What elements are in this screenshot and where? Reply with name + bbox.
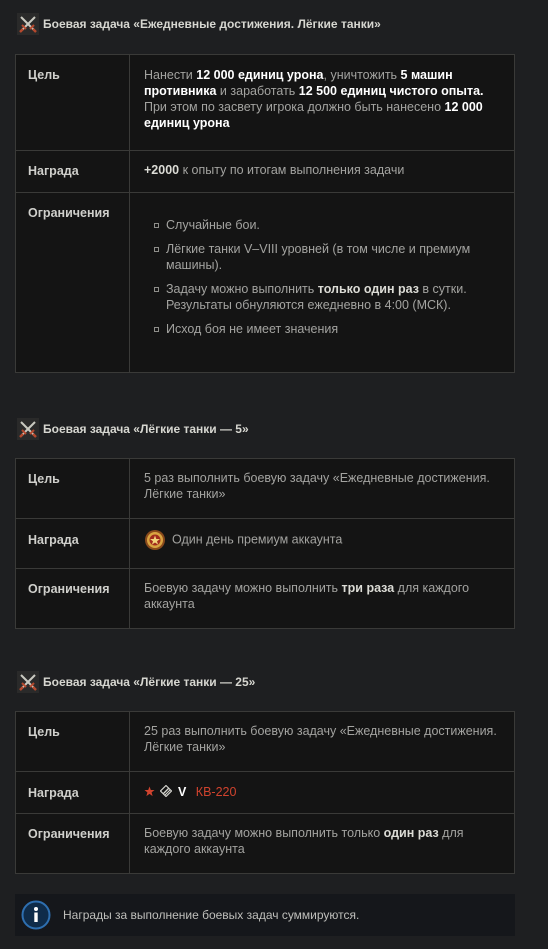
info-icon [21, 900, 51, 930]
goal-label: Цель [16, 459, 130, 519]
premium-medal-icon [144, 529, 166, 551]
goal-row [16, 712, 515, 772]
limits-item: Случайные бои. [144, 217, 500, 233]
info-notice [15, 894, 515, 936]
limits-row [16, 193, 515, 373]
mission-title-text: Боевая задача «Ежедневные достижения. Лёгкие танки» [43, 17, 381, 31]
goal-row [16, 55, 515, 151]
mission-table-3 [15, 711, 515, 874]
info-text: Награды за выполнение боевых задач суммируются. [63, 908, 360, 922]
reward-tank [130, 772, 515, 814]
mission-table-2 [15, 458, 515, 629]
goal-text: 25 раз выполнить боевую задачу «Ежедневные достижения. Лёгкие танки» [130, 712, 515, 772]
mission-title-text: Боевая задача «Лёгкие танки — 25» [43, 675, 256, 689]
mission-title-2 [17, 418, 249, 440]
limits-label: Ограничения [16, 569, 130, 629]
crossed-swords-icon [17, 671, 39, 693]
limits-text: Боевую задачу можно выполнить только один раз для каждого аккаунта [130, 814, 515, 874]
reward-label: Награда [16, 519, 130, 569]
limits-item: Исход боя не имеет значения [144, 321, 500, 337]
mission-title-3 [17, 671, 255, 693]
premium-star-icon [144, 786, 155, 797]
mission-table-1 [15, 54, 515, 373]
limits-row [16, 569, 515, 629]
reward-text: Один день премиум аккаунта [130, 519, 515, 569]
reward-text: +2000 к опыту по итогам выполнения задачи [130, 151, 515, 193]
mission-title-1 [17, 13, 381, 35]
limits-text: Боевую задачу можно выполнить три раза для каждого аккаунта [130, 569, 515, 629]
heavy-tank-class-icon [160, 785, 172, 797]
reward-row [16, 519, 515, 569]
goal-label: Цель [16, 712, 130, 772]
tank-tier: V [177, 785, 187, 799]
tank-name-link[interactable]: КВ-220 [195, 785, 237, 799]
goal-label: Цель [16, 55, 130, 151]
limits-item: Задачу можно выполнить только один раз в сутки. Результаты обнуляются ежедневно в 4:00 (МСК). [144, 281, 500, 313]
reward-row [16, 151, 515, 193]
crossed-swords-icon [17, 13, 39, 35]
limits-item: Лёгкие танки V–VIII уровней (в том числе и премиум машины). [144, 241, 500, 273]
reward-row [16, 772, 515, 814]
reward-label: Награда [16, 772, 130, 814]
limits-label: Ограничения [16, 193, 130, 373]
limits-label: Ограничения [16, 814, 130, 874]
limits-list [130, 193, 515, 373]
goal-text: 5 раз выполнить боевую задачу «Ежедневные достижения. Лёгкие танки» [130, 459, 515, 519]
goal-row [16, 459, 515, 519]
reward-label: Награда [16, 151, 130, 193]
limits-row [16, 814, 515, 874]
goal-text: Нанести 12 000 единиц урона, уничтожить 5 машин противника и заработать 12 500 единиц чистого опыта. При этом по засвету игрока должно быть нанесено 12 000 единиц урона [130, 55, 515, 151]
crossed-swords-icon [17, 418, 39, 440]
mission-title-text: Боевая задача «Лёгкие танки — 5» [43, 422, 249, 436]
